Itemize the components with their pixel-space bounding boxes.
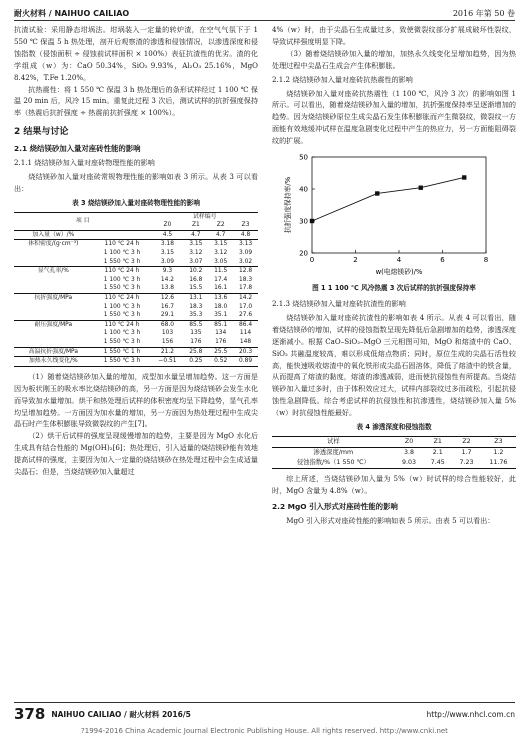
- section-2-1-3-heading: 2.1.3 烧结镁砂加入量对座砖抗渣性的影响: [272, 298, 406, 308]
- table4-header: Z1: [423, 436, 452, 447]
- table4-cell: 7.45: [423, 458, 452, 469]
- table3-value: 3.02: [238, 258, 253, 265]
- header-rule: [14, 20, 515, 21]
- table3-value: 3.05: [214, 258, 228, 265]
- table3-property: 显气孔率/%: [14, 267, 93, 276]
- table3-condition: 110 ℃ 24 h: [93, 294, 152, 303]
- table3-group-header: 试样编号: [151, 212, 258, 221]
- table4-header: Z2: [452, 436, 481, 447]
- x-tick-label: 0: [309, 256, 315, 265]
- y-tick-label: 50: [299, 153, 308, 162]
- footer-title: NAIHUO CAILIAO / 耐火材料 2016/5: [51, 709, 191, 719]
- x-axis-title: w(电熔镁砂)/%: [375, 268, 423, 277]
- table3: [14, 212, 258, 367]
- table4-cell: 9.03: [395, 458, 424, 469]
- table3-value: 114: [239, 330, 252, 337]
- table3-condition: 1 100 ℃ 3 h: [103, 276, 141, 283]
- table3-row: [14, 284, 258, 293]
- retention-chart: [272, 149, 516, 281]
- table3-value: 17.8: [238, 285, 253, 292]
- table3-value: −0.51: [151, 357, 183, 367]
- table3-row: [14, 320, 258, 329]
- table3-value: 14.2: [233, 294, 258, 303]
- series-line: [312, 178, 464, 222]
- table3-value: 3.13: [233, 240, 258, 249]
- table3-condition: 1 550 ℃ 3 h: [103, 258, 141, 265]
- left-column: [14, 24, 258, 478]
- table3-condition: 1 550 ℃ 3 h: [93, 357, 152, 367]
- table3-value: 17.4: [214, 276, 228, 283]
- table3-value: 4.7: [183, 230, 208, 240]
- table3-value: 29.1: [160, 312, 175, 319]
- section-2-1-3-text: 烧结镁砂加入量对座砖抗渣性的影响如表 4 所示。从表 4 可以看出，随着烧结镁砂的增加，试样的侵蚀指数呈现先降低后急剧增加的趋势，渗透深度逐渐减小。根据 CaO–SiO₂–MgO 三元相图可知，MgO 和熔渣中的 CaO、SiO₂ 共融温度较高，难以形成低熔点物质；同时，原位生成的尖晶石活性较高，能快速吸收熔渣中的氧化铁形成尖晶石固溶体，降低了熔渣中的铁含量，从而提高了熔渣的黏度，熔渣的渗透减弱，进而使抗侵蚀性有所提高。当烧结镁砂加入量过多时，由于体积效应过大，试样内部裂纹过多而疏松，引起抗侵蚀性急剧降低。综合考虑试样的抗侵蚀性和抗渗透性，烧结镁砂加入量 5%（w）时抗侵蚀性能最好。: [272, 312, 516, 418]
- table3-value: 3.09: [160, 258, 175, 265]
- table3-row: [14, 276, 258, 285]
- issue-info: 2016 年第 50 卷: [452, 8, 515, 18]
- table3-condition: 110 ℃ 24 h: [93, 320, 152, 329]
- table3-value: 12.6: [151, 294, 183, 303]
- table4-cell: 渗透深度/mm: [272, 447, 395, 458]
- table3-value: 148: [239, 339, 252, 345]
- data-point: [310, 219, 314, 223]
- x-tick-label: 6: [440, 256, 445, 265]
- finding-3-paragraph: （3）随着烧结镁砂加入量的增加，加热永久线变化呈增加趋势，因为热处理过程中尖晶石生成会产生体积膨胀。: [272, 48, 516, 70]
- footer-url: http://www.nhcl.com.cn: [426, 709, 515, 719]
- table3-value: 11.5: [208, 267, 233, 276]
- table4-header: 试样: [272, 436, 395, 447]
- y-tick-label: 30: [299, 217, 308, 226]
- table3-value: 3.12: [214, 250, 228, 257]
- section-2-1-1-heading: 2.1.1 烧结镁砂加入量对座砖物理性能的影响: [14, 158, 155, 168]
- table3-value: 3.15: [160, 250, 175, 257]
- table3-value: 3.15: [208, 240, 233, 249]
- page-number: 378: [14, 705, 46, 723]
- figure-1: [272, 149, 516, 281]
- table3-property: [14, 249, 93, 258]
- table3-property: [14, 329, 93, 338]
- table3-value: 86.4: [233, 320, 258, 329]
- table3-property: 抗折强度/MPa: [14, 294, 93, 303]
- table4-caption: 表 4 渗透深度和侵蚀指数: [356, 423, 432, 432]
- table3-property: 体积密度/(g·cm⁻³): [14, 240, 93, 249]
- thermal-shock-test-paragraph: 抗热震性：将 1 550 ℃ 保温 3 h 热处理后的条形试样经过 1 100 ℃ 保温 20 min 后，风冷 15 min。重复此过程 3 次后，测试试样的抗折强度保持率（热震后抗折强度 ÷ 热震前抗折强度 × 100%）。: [14, 84, 258, 118]
- table4-cell: 11.76: [481, 458, 516, 469]
- table3-value: 13.1: [183, 294, 208, 303]
- table3-value: 16.8: [189, 276, 203, 283]
- table3-property: 加热永久线变化/%: [14, 357, 93, 367]
- table3-value: 0.25: [183, 357, 208, 367]
- table3-value: 35.1: [214, 312, 228, 319]
- table3-caption: 表 3 烧结镁砂加入量对座砖物理性能的影响: [72, 198, 200, 207]
- table3-row: [14, 249, 258, 258]
- table3-condition: 1 550 ℃ 3 h: [103, 285, 141, 292]
- table3-value: 3.18: [151, 240, 183, 249]
- table3-value: 25.5: [208, 347, 233, 357]
- x-tick-label: 8: [483, 256, 489, 265]
- table3-value: 3.12: [189, 250, 203, 257]
- table4-cell: 7.23: [452, 458, 481, 469]
- table3-value: 17.0: [238, 303, 253, 310]
- copyright-line: ?1994-2016 China Academic Journal Electronic Publishing House. All rights reserved. http://www.cnki.net: [81, 727, 448, 735]
- table3-value: 0.52: [208, 357, 233, 367]
- table3-condition: 1 550 ℃ 1 h: [93, 347, 152, 357]
- table3-condition: 1 100 ℃ 3 h: [103, 303, 141, 310]
- table3-row: [14, 230, 258, 240]
- journal-name: 耐火材料 / NAIHUO CAILIAO: [14, 8, 130, 18]
- table3-condition: 1 100 ℃ 3 h: [103, 250, 141, 257]
- table3-value: 13.6: [208, 294, 233, 303]
- table3-value: 176: [215, 339, 227, 345]
- table3-property: [14, 258, 93, 267]
- table3-value: 135: [190, 330, 202, 337]
- slag-test-paragraph: 抗渣试验：采用静态坩埚法。坩埚装入一定量的转炉渣，在空气气氛下于 1 550 ℃ 保温 5 h 热处理，剖开后观察渣的渗透和侵蚀情况，以渗透深度和侵蚀指数（侵蚀面积 ÷ 侵蚀前试样面积 × 100%）表征抗渣性的优劣。渣的化学组成（w）为：CaO 50.34%，SiO₂ 9.93%，Al₂O₃ 25.16%，MgO 8.42%，T.Fe 1.20%。: [14, 25, 258, 82]
- table3-property: [14, 311, 93, 320]
- table3-row: [14, 258, 258, 267]
- table3-value: 35.3: [189, 312, 203, 319]
- table4: [272, 436, 516, 469]
- finding-2-continued: 4%（w）时，由于尖晶石生成量过多，致使微裂纹部分扩展成破坏性裂纹，导致试样强度明显下降。: [272, 25, 516, 46]
- data-point: [462, 175, 466, 179]
- section-2-1-2-heading: 2.1.2 烧结镁砂加入量对座砖抗热震性的影响: [272, 74, 413, 84]
- finding-1-paragraph: （1）随着烧结镁砂加入量的增加，成型加水量呈增加趋势。这一方面是因为板状刚玉的吸水率比烧结镁砂的高，另一方面是因为烧结镁砂会发生水化而导致加水量增加。烘干和热处理后试样的体积密度均呈下降趋势，显气孔率均呈增加趋势。一方面因为加水量的增加，另一方面因为热处理过程中生成尖晶石时产生体积膨胀导致微裂纹的产生[7]。: [14, 371, 258, 429]
- table3-row: [14, 338, 258, 347]
- table3-code: Z1: [191, 222, 200, 229]
- table3-condition: 110 ℃ 24 h: [93, 240, 152, 249]
- table3-value: 134: [215, 330, 227, 337]
- table3-condition: 1 550 ℃ 3 h: [103, 312, 141, 319]
- section-2-1-heading: 2.1 烧结镁砂加入量对座砖性能的影响: [14, 144, 141, 154]
- table3-value: 15.5: [189, 285, 203, 292]
- section-2-1-2-text: 烧结镁砂加入量对座砖抗热震性（1 100 ℃，风冷 3 次）的影响如图 1 所示。可以看出，随着烧结镁砂加入量的增加，抗折强度保持率呈逐渐增加的趋势。因为烧结镁砂原位生成尖晶石发生体积膨胀而产生微裂纹，微裂纹一方面能有效地缓冲试样在温度急剧变化过程中产生的热应力，另一方面能阻碍裂纹的扩展。: [272, 88, 516, 146]
- table3-value: 18.3: [238, 276, 253, 283]
- table3-value: 12.8: [233, 267, 258, 276]
- table4-cell: 侵蚀指数/%（1 550 ℃）: [272, 458, 395, 469]
- table3-property: [14, 276, 93, 285]
- table3-value: 21.2: [151, 347, 183, 357]
- table3-row: [14, 267, 258, 276]
- table3-value: 27.6: [238, 312, 253, 319]
- table3-item-header: 项 目: [14, 212, 151, 230]
- table3-code: Z2: [216, 222, 225, 229]
- table3-property: 高温抗折强度/MPa: [14, 347, 93, 357]
- table3-value: 18.3: [189, 303, 203, 310]
- plot-frame: [312, 157, 486, 253]
- table3-value: 4.7: [208, 230, 233, 240]
- section-2-heading: 2 结果与讨论: [14, 127, 69, 138]
- table3-value: 25.8: [183, 347, 208, 357]
- table3-row: [14, 311, 258, 320]
- data-point: [419, 186, 423, 190]
- section-2-2-heading: 2.2 MgO 引入形式对座砖性能的影响: [272, 501, 398, 511]
- table3-value: 85.1: [208, 320, 233, 329]
- section-2-1-1-text: 烧结镁砂加入量对座砖常规物理性能的影响如表 3 所示。从表 3 可以看出：: [14, 171, 258, 193]
- table3-value: 68.0: [151, 320, 183, 329]
- page-header: [14, 6, 515, 20]
- summary-paragraph: 综上所述，当烧结镁砂加入量为 5%（w）时试样的综合性能较好，此时，MgO 含量为 4.8%（w）。: [272, 473, 516, 495]
- table3-property: [14, 338, 93, 347]
- table3-value: 16.7: [160, 303, 175, 310]
- table3-value: 103: [161, 330, 174, 337]
- finding-2-paragraph: （2）烘干后试样的强度呈现缓慢增加的趋势，主要是因为 MgO 水化后生成具有结合性能的 Mg(OH)₂[6]；热处理后，引入适量的烧结镁砂能有效地提高试样的强度，主要因为加入一定量的烧结镁砂在热处理过程中会生成适量尖晶石；但是，当烧结镁砂加入量超过: [14, 431, 258, 477]
- table3-row: [14, 303, 258, 312]
- table3-property: 加入量（w）/%: [14, 230, 93, 240]
- table3-value: 176: [190, 339, 202, 345]
- table3-value: 4.5: [151, 230, 183, 240]
- table3-value: 3.15: [183, 240, 208, 249]
- table3-row: [14, 294, 258, 303]
- table3-property: [14, 284, 93, 293]
- table3-value: 156: [161, 339, 174, 345]
- table3-property: [14, 303, 93, 312]
- table4-header: Z3: [481, 436, 516, 447]
- page-footer: [14, 702, 515, 725]
- table3-row: [14, 357, 258, 367]
- table3-value: 9.3: [151, 267, 183, 276]
- table3-body: [14, 230, 258, 366]
- table3-row: [14, 329, 258, 338]
- y-tick-label: 20: [299, 249, 308, 258]
- table3-value: 18.0: [214, 303, 228, 310]
- table4-cell: 1.7: [452, 447, 481, 458]
- data-point: [375, 191, 379, 195]
- y-axis-title: 抗折强度保持率/%: [284, 176, 292, 234]
- table3-value: 3.09: [238, 250, 253, 257]
- table3-value: 13.8: [160, 285, 175, 292]
- table3-code: Z0: [163, 222, 172, 229]
- table4-header: Z0: [395, 436, 424, 447]
- table3-condition: 1 100 ℃ 3 h: [103, 330, 141, 337]
- table4-cell: 2.1: [423, 447, 452, 458]
- table3-value: 14.2: [160, 276, 175, 283]
- table3-value: 85.5: [183, 320, 208, 329]
- table3-condition: 1 550 ℃ 3 h: [103, 339, 141, 345]
- table3-value: 0.89: [233, 357, 258, 367]
- table3-property: 耐压强度/MPa: [14, 320, 93, 329]
- table3-condition: [93, 230, 152, 240]
- table3-value: 4.8: [233, 230, 258, 240]
- table3-condition: 110 ℃ 24 h: [93, 267, 152, 276]
- table3-value: 16.1: [214, 285, 228, 292]
- table3-value: 20.3: [233, 347, 258, 357]
- table3-value: 3.07: [189, 258, 203, 265]
- figure-1-caption: 图 1 1 100 ℃ 风冷热震 3 次后试样的抗折强度保持率: [312, 284, 476, 293]
- table4-cell: 1.2: [481, 447, 516, 458]
- right-column: [272, 24, 516, 527]
- table3-value: 10.2: [183, 267, 208, 276]
- section-2-2-text: MgO 引入形式对座砖性能的影响如表 5 所示。由表 5 可以看出：: [286, 515, 495, 525]
- table3-row: [14, 347, 258, 357]
- x-tick-label: 4: [396, 256, 402, 265]
- table3-code: Z3: [241, 222, 250, 229]
- x-tick-label: 2: [353, 256, 358, 265]
- table3-row: [14, 240, 258, 249]
- y-tick-label: 40: [299, 185, 308, 194]
- table4-cell: 3.8: [395, 447, 424, 458]
